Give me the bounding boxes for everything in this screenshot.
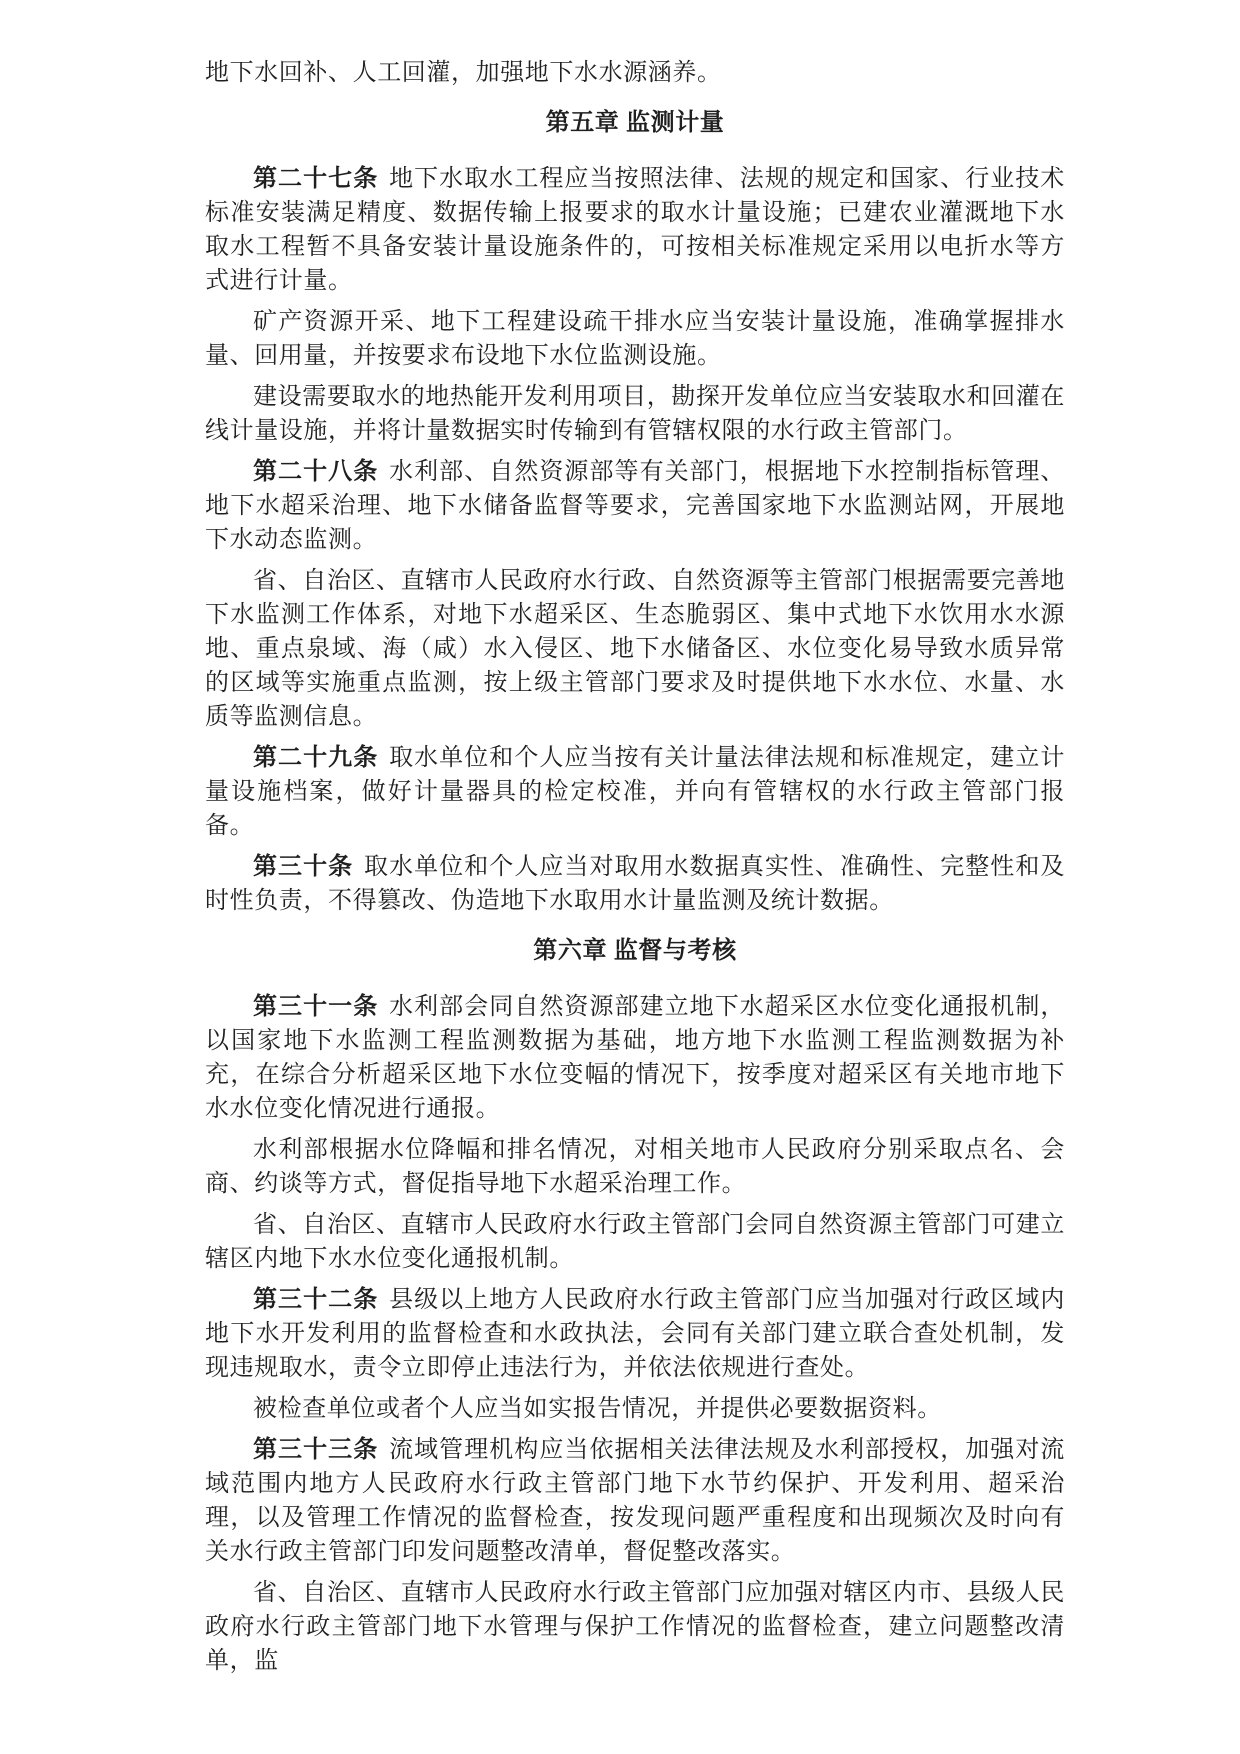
article-paragraph [205, 990, 1065, 1126]
body-paragraph: 被检查单位或者个人应当如实报告情况，并提供必要数据资料。 [253, 1396, 942, 1422]
article-number: 第二十九条 [253, 745, 379, 771]
article-paragraph [205, 850, 1065, 918]
article-paragraph [205, 1283, 1065, 1385]
article-number: 第三十条 [253, 854, 354, 880]
chapter-heading: 第六章 监督与考核 [533, 938, 737, 964]
article-text: 县级以上地方人民政府水行政主管部门应当加强对行政区域内地下水开发利用的监督检查和水政执法，会同有关部门建立联合查处机制，发现违规取水，责令立即停止违法行为，并依法依规进行查处。 [205, 1287, 1066, 1381]
body-paragraph: 矿产资源开采、地下工程建设疏干排水应当安装计量设施，准确掌握排水量、回用量，并按要求布设地下水位监测设施。 [205, 309, 1065, 369]
document-content [205, 56, 1065, 1678]
body-paragraph: 水利部根据水位降幅和排名情况，对相关地市人民政府分别采取点名、会商、约谈等方式，督促指导地下水超采治理工作。 [205, 1137, 1065, 1197]
body-paragraph: 省、自治区、直辖市人民政府水行政主管部门应加强对辖区内市、县级人民政府水行政主管部门地下水管理与保护工作情况的监督检查，建立问题整改清单，监 [205, 1580, 1065, 1674]
chapter-heading: 第五章 监测计量 [545, 110, 725, 136]
article-number: 第二十七条 [253, 166, 379, 192]
article-paragraph [205, 162, 1065, 298]
article-text: 水利部、自然资源部等有关部门，根据地下水控制指标管理、地下水超采治理、地下水储备监督等要求，完善国家地下水监测站网，开展地下水动态监测。 [205, 459, 1066, 553]
body-paragraph: 省、自治区、直辖市人民政府水行政、自然资源等主管部门根据需要完善地下水监测工作体系，对地下水超采区、生态脆弱区、集中式地下水饮用水水源地、重点泉域、海（咸）水入侵区、地下水储备区、水位变化易导致水质异常的区域等实施重点监测，按上级主管部门要求及时提供地下水水位、水量、水质等监测信息。 [205, 568, 1065, 730]
article-number: 第三十三条 [253, 1437, 379, 1463]
article-text: 地下水取水工程应当按照法律、法规的规定和国家、行业技术标准安装满足精度、数据传输上报要求的取水计量设施；已建农业灌溉地下水取水工程暂不具备安装计量设施条件的，可按相关标准规定采用以电折水等方式进行计量。 [205, 166, 1066, 294]
body-paragraph: 建设需要取水的地热能开发利用项目，勘探开发单位应当安装取水和回灌在线计量设施，并将计量数据实时传输到有管辖权限的水行政主管部门。 [205, 384, 1065, 444]
body-paragraph: 省、自治区、直辖市人民政府水行政主管部门会同自然资源主管部门可建立辖区内地下水水位变化通报机制。 [205, 1212, 1065, 1272]
body-paragraph: 地下水回补、人工回灌，加强地下水水源涵养。 [205, 60, 722, 86]
article-paragraph [205, 455, 1065, 557]
article-number: 第三十一条 [253, 994, 379, 1020]
article-text: 流域管理机构应当依据相关法律法规及水利部授权，加强对流域范围内地方人民政府水行政主管部门地下水节约保护、开发利用、超采治理，以及管理工作情况的监督检查，按发现问题严重程度和出现频次及时向有关水行政主管部门印发问题整改清单，督促整改落实。 [205, 1437, 1066, 1565]
article-number: 第三十二条 [253, 1287, 379, 1313]
article-number: 第二十八条 [253, 459, 379, 485]
article-text: 水利部会同自然资源部建立地下水超采区水位变化通报机制，以国家地下水监测工程监测数据为基础，地方地下水监测工程监测数据为补充，在综合分析超采区地下水位变幅的情况下，按季度对超采区有关地市地下水水位变化情况进行通报。 [205, 994, 1066, 1122]
article-text: 取水单位和个人应当对取用水数据真实性、准确性、完整性和及时性负责，不得篡改、伪造地下水取用水计量监测及统计数据。 [205, 854, 1065, 914]
article-text: 取水单位和个人应当按有关计量法律法规和标准规定，建立计量设施档案，做好计量器具的检定校准，并向有管辖权的水行政主管部门报备。 [205, 745, 1066, 839]
article-paragraph [205, 741, 1065, 843]
article-paragraph [205, 1433, 1065, 1569]
